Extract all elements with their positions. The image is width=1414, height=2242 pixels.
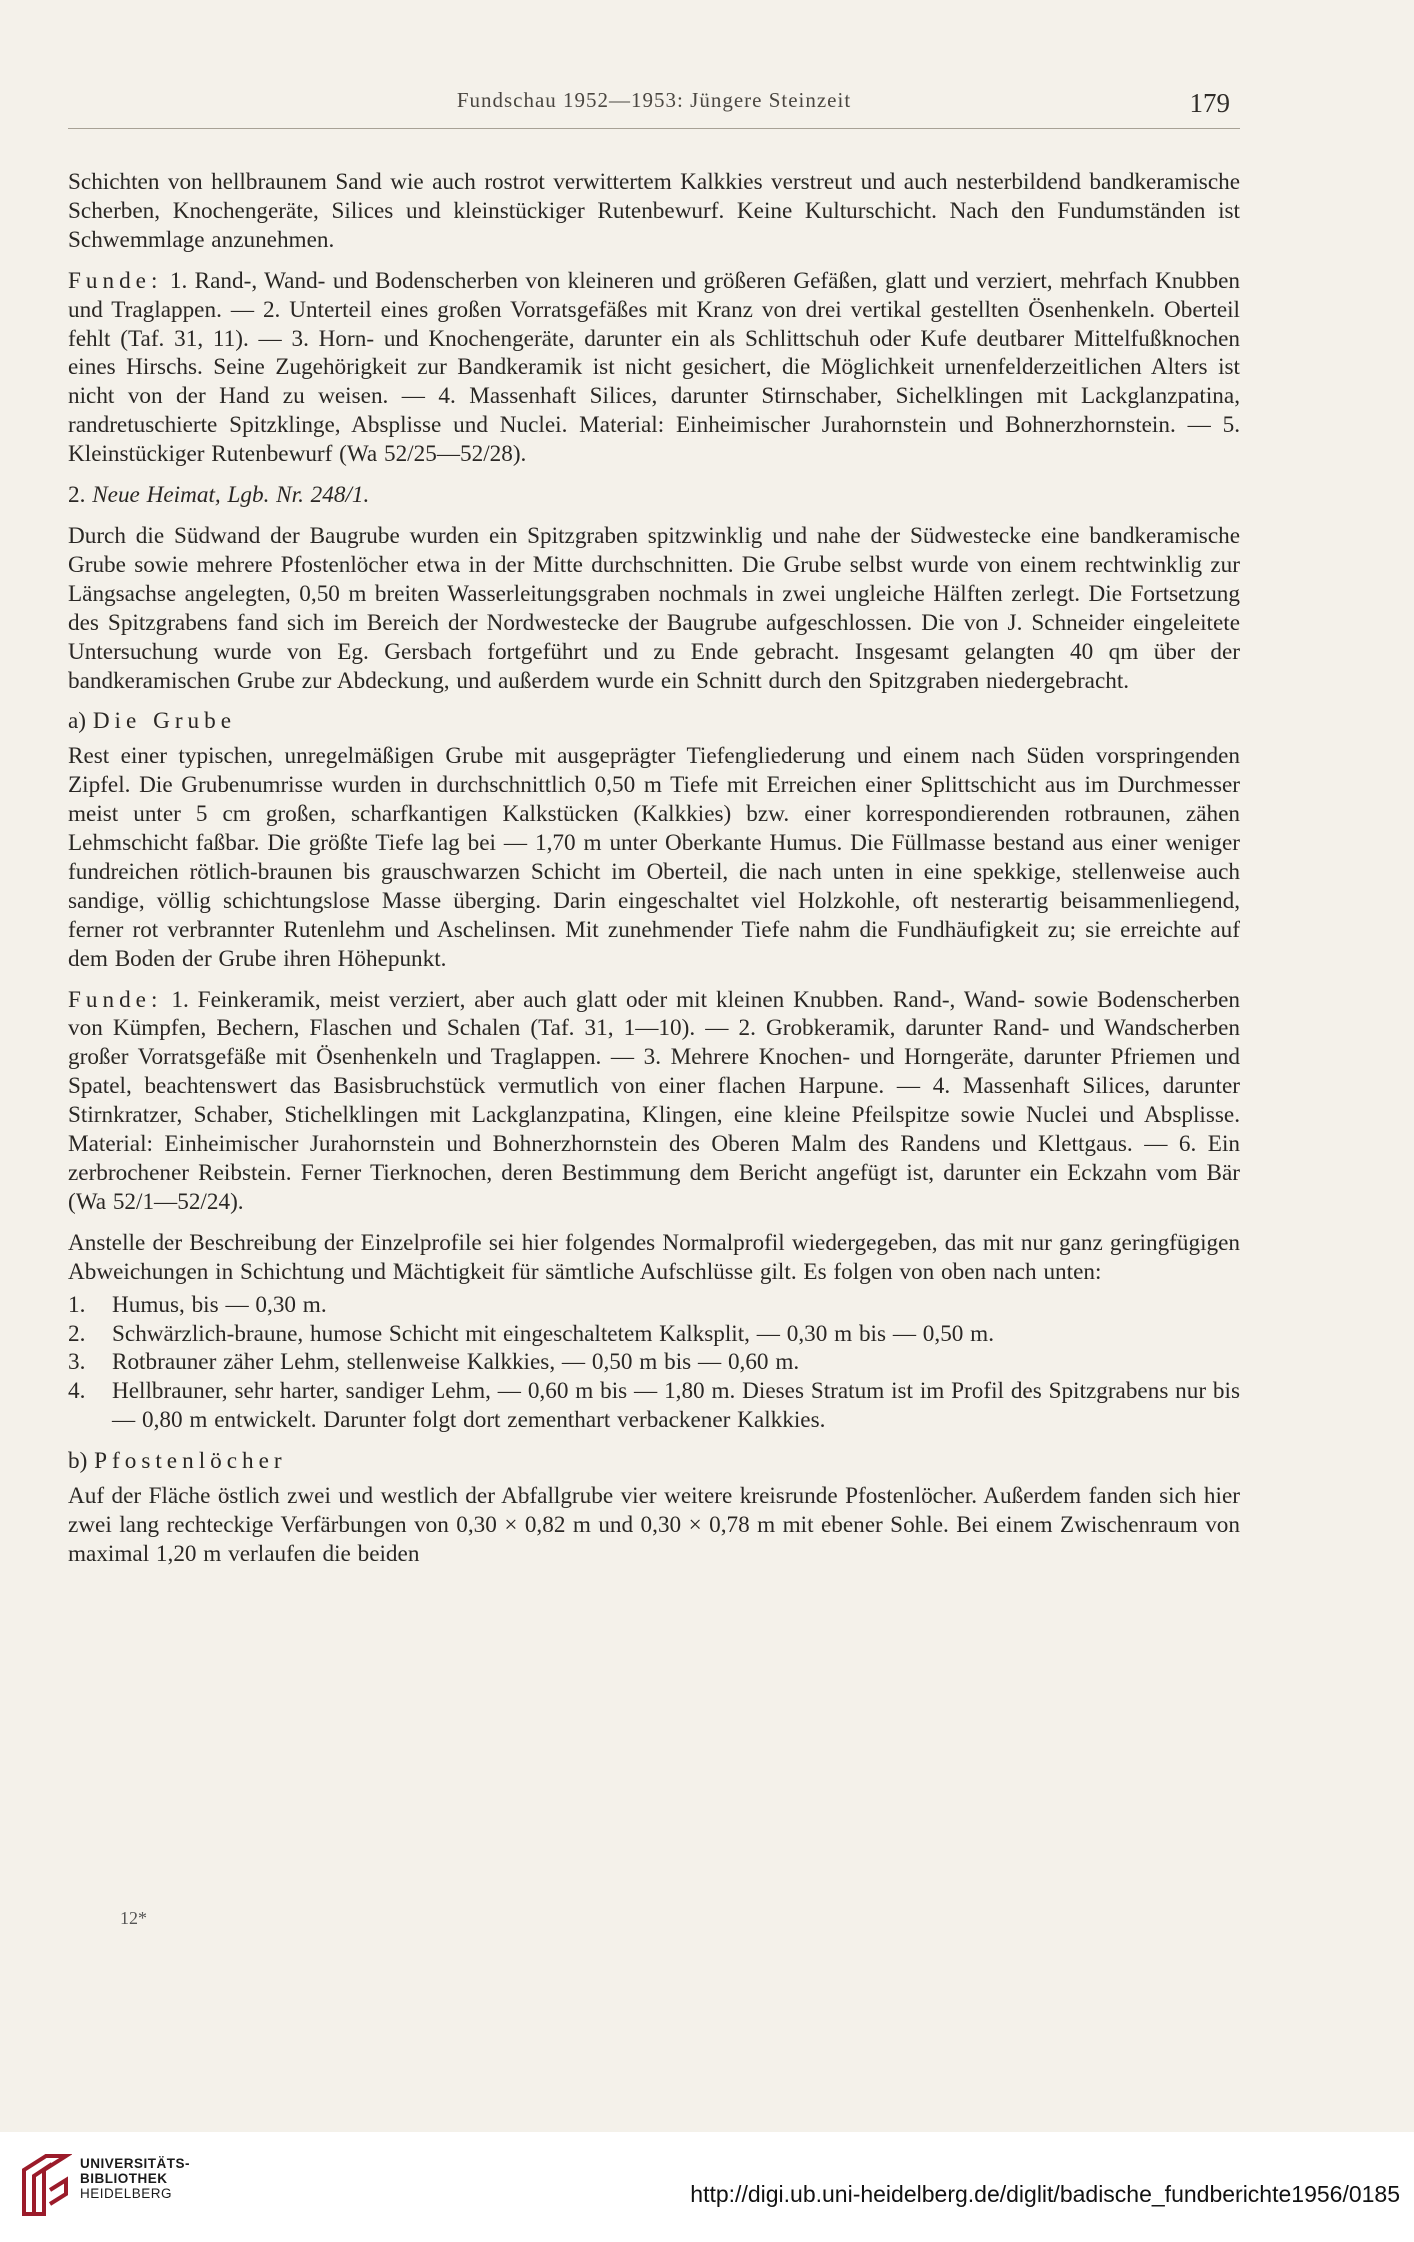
list-item <box>68 1348 1240 1377</box>
list-item-number: 1. <box>68 1291 86 1318</box>
library-name <box>80 2156 190 2201</box>
site-title: Neue Heimat, Lgb. Nr. 248/1. <box>92 482 370 509</box>
paragraph-postholes: Auf der Fläche östlich zwei und westlich der Abfallgrube vier weitere kreisrunde Pfostenlöcher. Außerdem fanden sich hier zwei lang rechteckige Verfärbungen von 0,30 × 0,82 m und 0,30 × 0,78 m mit ebener Sohle. Bei einem Zwischenraum von maximal 1,20 m verlaufen die beiden <box>68 1483 1240 1567</box>
site-number: 2. <box>68 482 93 509</box>
paragraph-finds-1 <box>68 267 1240 469</box>
paragraph-excavation: Durch die Südwand der Baugrube wurden ein Spitzgraben spitzwinklig und nahe der Südwestecke eine bandkeramische Grube sowie mehrere Pfostenlöcher etwa in der Mitte durchschnitten. Die Grube selbst wurde von einem rechtwinklig zur Längsachse angelegten, 0,50 m breiten Wasserleitungsgraben nochmals in zwei ungleiche Hälften zerlegt. Die Fortsetzung des Spitzgrabens fand sich im Bereich der Nordwestecke der Baugrube aufgeschlossen. Die von J. Schneider eingeleitete Untersuchung wurde von Eg. Gersbach fortgeführt und zu Ende gebracht. Insgesamt gelangten 40 qm über der bandkeramischen Grube zur Abdeckung, und außerdem wurde ein Schnitt durch den Spitzgraben niedergebracht. <box>68 522 1240 694</box>
section-a-prefix: a) <box>68 708 93 735</box>
finds-text: 1. Feinkeramik, meist verziert, aber auch glatt oder mit kleinen Knubben. Rand-, Wand- sowie Bodenscherben von Kümpfen, Bechern, Flaschen und Schalen (Taf. 31, 1—10). — 2. Grobkeramik, darunter Rand- und Wandscherben großer Vorratsgefäße mit Ösenhenkeln und Traglappen. — 3. Mehrere Knochen- und Horngeräte, darunter Pfriemen und Spatel, beachtenswert das Basisbruchstück vermutlich von einer flachen Harpune. — 4. Massenhaft Silices, darunter Stirnkratzer, Schaber, Stichelklingen mit Lackglanzpatina, Klingen, eine kleine Pfeilspitze sowie Nuclei und Absplisse. Material: Einheimischer Jurahornstein und Bohnerzhornstein des Oberen Malm des Randens und Klettgaus. — 6. Ein zerbrochener Reibstein. Ferner Tierknochen, deren Bestimmung dem Bericht angefügt ist, darunter ein Eckzahn vom Bär (Wa 52/1—52/24). <box>68 986 1240 1215</box>
profile-list <box>68 1291 1240 1436</box>
list-item-text: Rotbrauner zäher Lehm, stellenweise Kalkkies, — 0,50 m bis — 0,60 m. <box>112 1349 800 1376</box>
site-heading <box>68 481 1240 510</box>
library-name-line: BIBLIOTHEK <box>80 2171 168 2186</box>
paragraph-finds-2 <box>68 986 1240 1217</box>
section-b-prefix: b) <box>68 1448 95 1475</box>
page-number: 179 <box>1189 88 1230 118</box>
section-a-title: Die Grube <box>92 708 237 735</box>
paragraph-strata: Schichten von hellbraunem Sand wie auch rostrot verwittertem Kalkkies verstreut und auch nesterbildend bandkeramische Scherben, Knochengeräte, Silices und kleinstückiger Rutenbewurf. Keine Kulturschicht. Nach den Fundumständen ist Schwemmlage anzunehmen. <box>68 169 1240 253</box>
finds-text: 1. Rand-, Wand- und Bodenscherben von kleineren und größeren Gefäßen, glatt und verziert, mehrfach Knubben und Traglappen. — 2. Unterteil eines großen Vorratsgefäßes mit Kranz von drei vertikal gestellten Ösenhenkeln. Oberteil fehlt (Taf. 31, 11). — 3. Horn- und Knochengeräte, darunter ein als Schlittschuh oder Kufe deutbarer Mittelfußknochen eines Hirschs. Seine Zugehörigkeit zur Bandkeramik ist nicht gesichert, die Möglichkeit urnenfelderzeitlichen Alters ist nicht von der Hand zu weisen. — 4. Massenhaft Silices, darunter Stirnschaber, Sichelklingen mit Lackglanzpatina, randretuschierte Spitzklinge, Absplisse und Nuclei. Material: Einheimischer Jurahornstein und Bohnerzhornstein. — 5. Kleinstückiger Rutenbewurf (Wa 52/25—52/28). <box>68 267 1240 468</box>
paragraph-pit: Rest einer typischen, unregelmäßigen Grube mit ausgeprägter Tiefengliederung und einem nach Süden vorspringenden Zipfel. Die Grubenumrisse wurden in durchschnittlich 0,50 m Tiefe mit Erreichen einer Splittschicht aus im Durchmesser meist unter 5 cm großen, scharfkantigen Kalkstücken (Kalkkies) bzw. einer korrespondierenden rotbraunen, zähen Lehmschicht faßbar. Die größte Tiefe lag bei — 1,70 m unter Oberkante Humus. Die Füllmasse bestand aus einer weniger fundreichen rötlich-braunen bis grauschwarzen Schicht im Oberteil, die nach unten in eine spekkige, stellenweise auch sandige, völlig schichtungslose Masse überging. Darin eingeschaltet viel Holzkohle, oft nesterartig beisammenliegend, ferner rot verbrannter Rutenlehm und Aschelinsen. Mit zunehmender Tiefe nahm die Fundhäufigkeit zu; sie erreichte auf dem Boden der Grube ihren Höhepunkt. <box>68 743 1240 972</box>
source-url-link[interactable]: http://digi.ub.uni-heidelberg.de/diglit/badische_fundberichte1956/0185 <box>690 2181 1400 2207</box>
list-item-number: 4. <box>68 1378 86 1405</box>
list-item-text: Schwärzlich-braune, humose Schicht mit eingeschaltetem Kalksplit, — 0,30 m bis — 0,50 m. <box>112 1320 995 1347</box>
finds-label: Funde: <box>68 267 163 294</box>
section-b-title: Pfostenlöcher <box>94 1448 287 1475</box>
body-text <box>68 168 1240 1573</box>
section-b-heading <box>68 1447 1240 1476</box>
list-item <box>68 1377 1240 1435</box>
list-item <box>68 1320 1240 1349</box>
paragraph-profile: Anstelle der Beschreibung der Einzelprofile sei hier folgendes Normalprofil wiedergegeben, das mit nur ganz geringfügigen Abweichungen in Schichtung und Mächtigkeit für sämtliche Aufschlüsse gilt. Es folgen von oben nach unten: <box>68 1229 1240 1285</box>
running-title: Fundschau 1952—1953: Jüngere Steinzeit <box>456 88 852 112</box>
section-a-heading <box>68 707 1240 736</box>
list-item-text: Hellbrauner, sehr harter, sandiger Lehm, — 0,60 m bis — 1,80 m. Dieses Stratum ist im Profil des Spitzgrabens nur bis — 0,80 m entwickelt. Darunter folgt dort zementhart verbackener Kalkkies. <box>112 1378 1240 1434</box>
header-divider <box>68 128 1240 129</box>
list-item-number: 3. <box>68 1349 86 1376</box>
finds-label: Funde: <box>68 986 163 1013</box>
list-item <box>68 1291 1240 1320</box>
printer-signature: 12* <box>120 1908 147 1928</box>
library-logo-icon <box>16 2150 72 2220</box>
library-name-line: HEIDELBERG <box>80 2186 173 2201</box>
list-item-number: 2. <box>68 1320 86 1347</box>
library-name-line: UNIVERSITÄTS- <box>80 2156 191 2171</box>
list-item-text: Humus, bis — 0,30 m. <box>112 1291 327 1318</box>
